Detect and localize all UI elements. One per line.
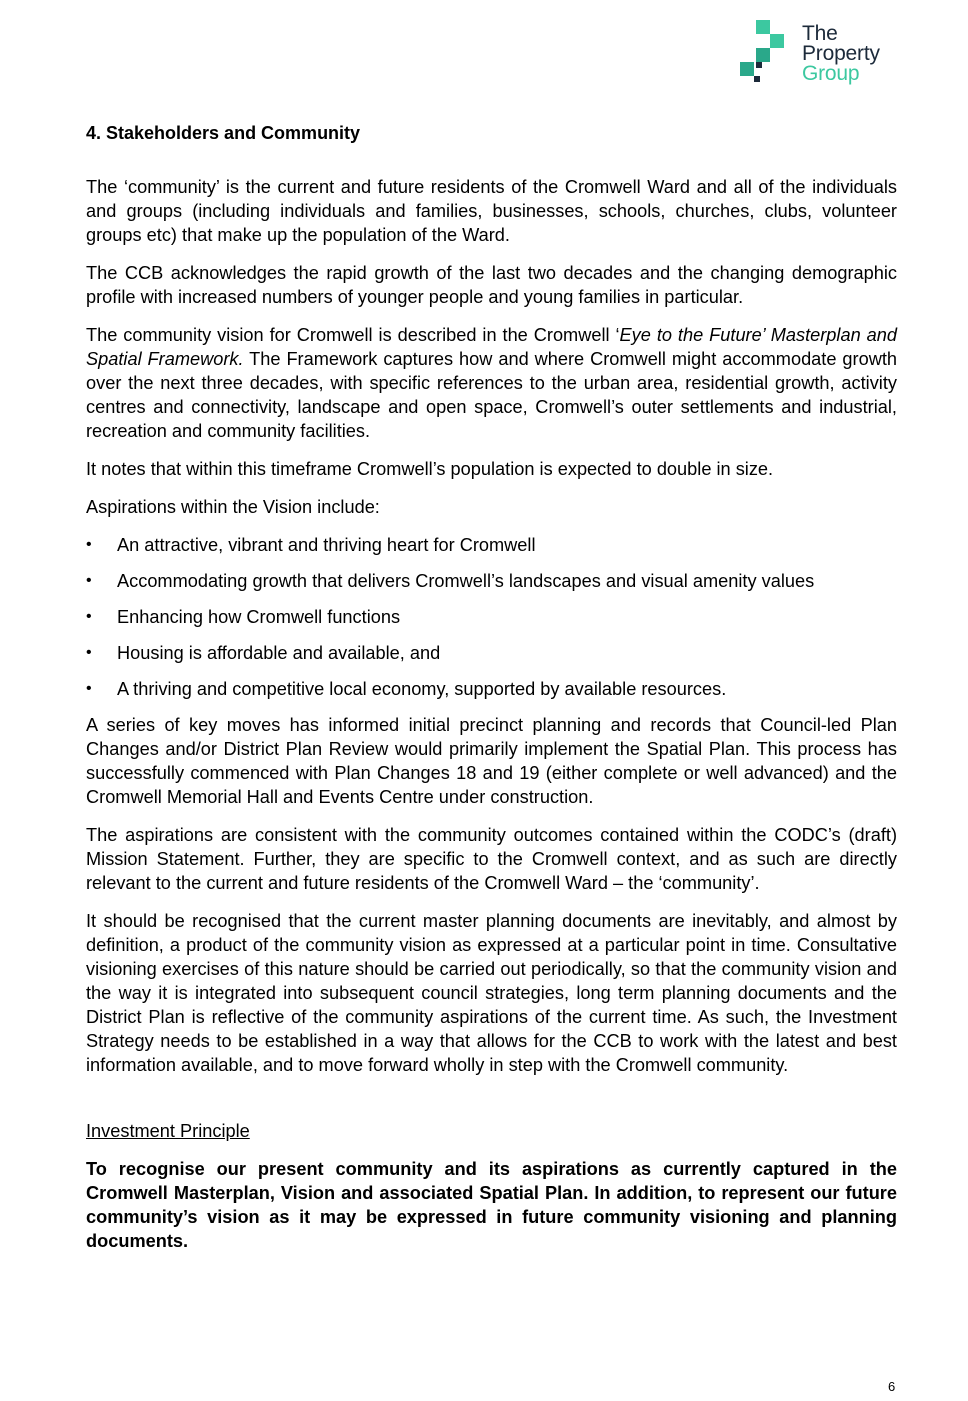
masterplan-title: Eye to the Future’ Masterplan and Spatial Framework. [86, 325, 897, 369]
list-item-text: Accommodating growth that delivers Cromwell’s landscapes and visual amenity values [117, 571, 815, 591]
investment-principle-text: To recognise our present community and its aspirations as currently captured in the Cromwell Masterplan, Vision and associated Spatial Plan. In addition, to represent our future community’s vision as it may be expressed in future community visioning and planning documents. [86, 1159, 897, 1251]
page-number: 6 [888, 1379, 896, 1394]
list-item-text: Housing is affordable and available, and [117, 643, 441, 663]
logo-line-1: The [802, 22, 838, 45]
paragraph-community-definition: The ‘community’ is the current and future residents of the Cromwell Ward and all of the individuals and groups (including individuals and families, businesses, schools, churches, clubs, volunteer groups etc) that make up the population of the Ward. [86, 177, 897, 245]
list-item [86, 641, 897, 665]
paragraph-population: It notes that within this timeframe Cromwell’s population is expected to double in size. [86, 459, 774, 479]
logo-line-2: Property [802, 42, 880, 65]
aspirations-list [86, 533, 897, 701]
paragraph-aspirations-intro: Aspirations within the Vision include: [86, 497, 380, 517]
page-content [86, 121, 897, 1253]
bullet-icon: • [86, 608, 92, 625]
vision-text-start: The community vision for Cromwell is described in the Cromwell ‘ [86, 325, 620, 345]
paragraph-community-vision [86, 323, 897, 443]
paragraph-key-moves: A series of key moves has informed initial precinct planning and records that Council-led Plan Changes and/or District Plan Review would primarily implement the Spatial Plan. This process has successfully commenced with Plan Changes 18 and 19 (either complete or well advanced) and the Cromwell Memorial Hall and Events Centre under construction. [86, 715, 897, 807]
list-item [86, 569, 897, 593]
section-title: 4. Stakeholders and Community [86, 123, 361, 143]
list-item [86, 533, 897, 557]
list-item-text: An attractive, vibrant and thriving heart for Cromwell [117, 535, 536, 555]
bullet-icon: • [86, 644, 92, 661]
paragraph-growth: The CCB acknowledges the rapid growth of the last two decades and the changing demographic profile with increased numbers of younger people and young families in particular. [86, 263, 897, 307]
list-item [86, 605, 897, 629]
list-item-text: Enhancing how Cromwell functions [117, 607, 401, 627]
vision-text-end: The Framework captures how and where Cromwell might accommodate growth over the next three decades, with specific references to the urban area, residential growth, activity centres and connectivity, landscape and open space, Cromwell’s outer settlements and industrial, recreation and community facilities. [86, 349, 897, 441]
company-logo [738, 18, 908, 88]
paragraph-consistency: The aspirations are consistent with the community outcomes contained within the CODC’s (draft) Mission Statement. Further, they are specific to the Cromwell context, and as such are directly relevant to the current and future residents of the Cromwell Ward – the ‘community’. [86, 825, 897, 893]
bullet-icon: • [86, 680, 92, 697]
bullet-icon: • [86, 536, 92, 553]
list-item-text: A thriving and competitive local economy, supported by available resources. [117, 679, 727, 699]
investment-principle-heading: Investment Principle [86, 1121, 250, 1141]
logo-wordmark [802, 24, 880, 84]
logo-line-3: Group [802, 62, 860, 85]
bullet-icon: • [86, 572, 92, 589]
logo-mark-icon [738, 18, 798, 88]
list-item [86, 677, 897, 701]
paragraph-recognition: It should be recognised that the current master planning documents are inevitably, and almost by definition, a product of the community vision as expressed at a particular point in time. Consultative visioning exercises of this nature should be carried out periodically, so that the community vision and the way it is integrated into subsequent council strategies, long term planning documents and the District Plan is reflective of the community aspirations of the current time. As such, the Investment Strategy needs to be established in a way that allows for the CCB to work with the latest and best information available, and to move forward wholly in step with the Cromwell community. [86, 911, 897, 1075]
